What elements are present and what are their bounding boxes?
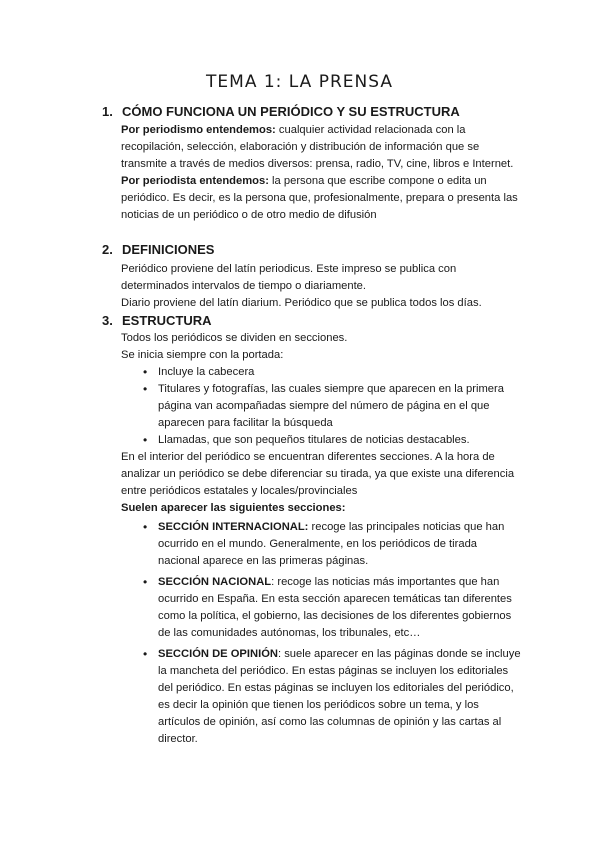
- list-item: [121, 646, 521, 748]
- definition-periodista: la persona que escribe compone o edita un periódico. Es decir, es la persona que, profesionalmente, prepara o presenta las noticias de un periódico o de otro medio de difusión: [121, 175, 518, 221]
- section-1-number: 1.: [102, 104, 113, 119]
- paragraph-periodico: Periódico proviene del latín periodicus. Este impreso se publica con determinados intervalos de tiempo o diariamente.: [121, 263, 457, 292]
- paragraph-periodismo: [121, 122, 521, 173]
- section-1-heading: [102, 104, 460, 119]
- section-label: SECCIÓN DE OPINIÓN: [158, 648, 278, 660]
- list-item: • Incluye la cabecera: [121, 364, 521, 381]
- paragraph-portada: Se inicia siempre con la portada:: [121, 349, 284, 361]
- list-item: • Titulares y fotografías, las cuales siempre que aparecen en la primera página van acompañadas siempre del número de página en el que aparecen para facilitar la búsqueda: [121, 381, 521, 432]
- section-label: SECCIÓN INTERNACIONAL:: [158, 521, 309, 533]
- section-2-body: [121, 261, 521, 312]
- paragraph-secciones: Todos los periódicos se dividen en secciones.: [121, 332, 348, 344]
- term-periodista: Por periodista entendemos:: [121, 175, 269, 187]
- sections-list: [121, 519, 521, 748]
- list-item: [121, 519, 521, 570]
- definition-periodismo: cualquier actividad relacionada con la recopilación, selección, elaboración y distribución de información que se transmite a través de medios diversos: prensa, radio, TV, cine, libros e Internet.: [121, 124, 514, 170]
- section-2-heading: [102, 242, 214, 257]
- section-text: : suele aparecer en las páginas donde se incluye la mancheta del periódico. En estas páginas se incluyen los editoriales del periódico. En estas páginas se incluyen los editoriales del periódico, es decir la opinión que tienen los periódicos sobre un tema, y los artículos de opinión, así como las columnas de opinión y las cartas al director.: [158, 648, 521, 745]
- paragraph-diario: Diario proviene del latín diarium. Periódico que se publica todos los días.: [121, 297, 482, 309]
- section-3-title: ESTRUCTURA: [122, 313, 212, 328]
- section-2-title: DEFINICIONES: [122, 242, 215, 257]
- suelen-bold: Suelen aparecer las siguientes secciones:: [121, 502, 346, 514]
- page-title: TEMA 1: LA PRENSA: [206, 72, 393, 92]
- list-item: [121, 574, 521, 642]
- section-label: SECCIÓN NACIONAL: [158, 576, 272, 588]
- paragraph-periodista: [121, 173, 521, 224]
- section-3-number: 3.: [102, 313, 113, 328]
- list-item: • Llamadas, que son pequeños titulares de noticias destacables.: [121, 432, 521, 449]
- portada-list: [121, 364, 521, 449]
- term-periodismo: Por periodismo entendemos:: [121, 124, 276, 136]
- section-1-title: CÓMO FUNCIONA UN PERIÓDICO Y SU ESTRUCTURA: [122, 104, 460, 119]
- section-1-body: [121, 122, 521, 224]
- section-3-body: [121, 330, 521, 748]
- paragraph-suelen: [121, 500, 521, 517]
- section-text: : recoge las noticias más importantes que han ocurrido en España. En esta sección aparecen temáticas tan diferentes como la política, el gobierno, las decisiones de los diferentes gobiernos de las comunidades autónomas, los tribunales, etc…: [158, 576, 512, 639]
- section-2-number: 2.: [102, 242, 113, 257]
- section-3-heading: [102, 313, 212, 328]
- paragraph-interior: En el interior del periódico se encuentran diferentes secciones. A la hora de analizar un periódico se debe diferenciar su tirada, ya que existe una diferencia entre periódicos estatales y locales/provinciales: [121, 451, 515, 497]
- section-text: recoge las principales noticias que han ocurrido en el mundo. Generalmente, en los periódicos de tirada nacional aparece en las primeras páginas.: [158, 521, 505, 567]
